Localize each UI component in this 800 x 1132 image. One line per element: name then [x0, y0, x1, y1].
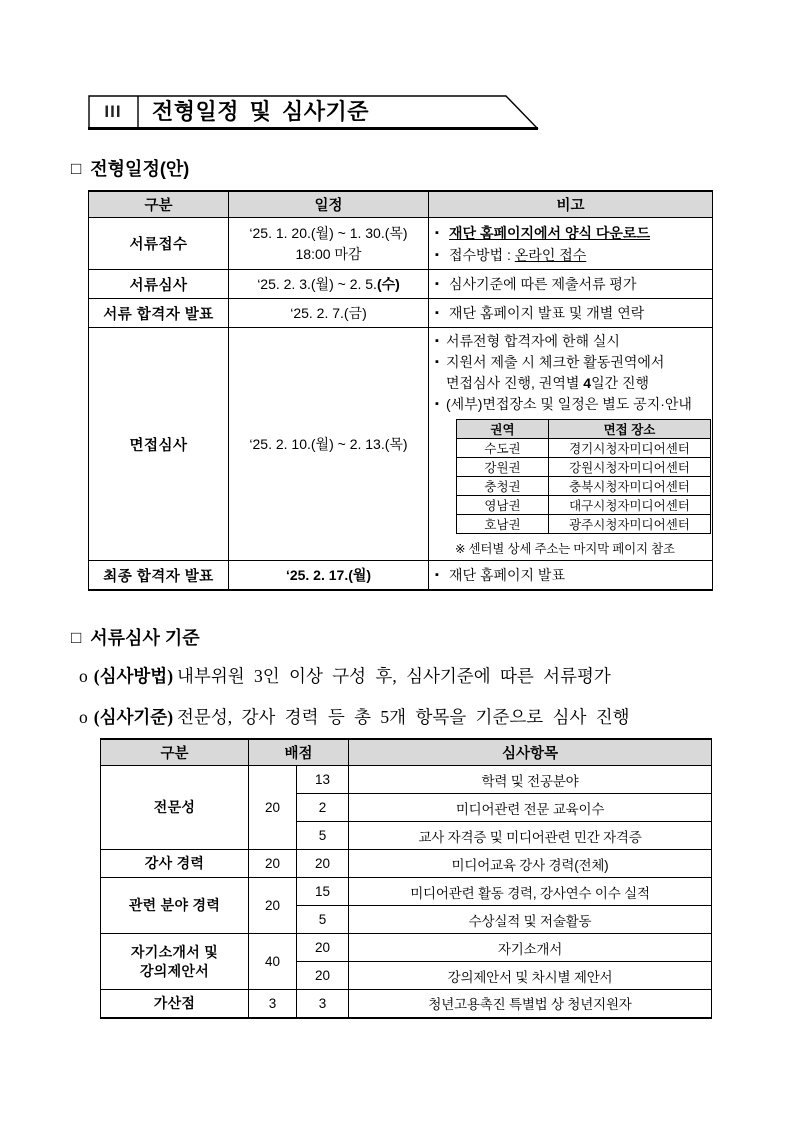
venue-table [456, 419, 711, 534]
item-score-cell: 20 [297, 850, 349, 878]
venue-row [457, 439, 711, 458]
note-item [435, 394, 706, 415]
item-score-cell: 20 [297, 962, 349, 990]
venue-row [457, 477, 711, 496]
bullet-icon: ▪ [435, 226, 439, 239]
criteria-header-row [101, 739, 712, 766]
item-desc-cell: 강의제안서 및 차시별 제안서 [349, 962, 712, 990]
venue-region: 충청권 [457, 477, 549, 496]
group-name-cell: 전문성 [101, 766, 249, 850]
table-row [89, 561, 713, 591]
group-name-line: 강의제안서 [139, 962, 210, 979]
group-name-cell: 강사 경력 [101, 850, 249, 878]
note-text: 재단 홈페이지 발표 [449, 567, 565, 583]
table-row [89, 328, 713, 561]
col-header-category: 구분 [101, 739, 249, 766]
o-bullet-icon: o [79, 666, 88, 686]
item-desc-cell: 자기소개서 [349, 934, 712, 962]
venue-place: 경기시청자미디어센터 [549, 439, 711, 458]
venue-footnote: ※ 센터별 상세 주소는 마지막 페이지 참조 [455, 542, 675, 556]
venue-place: 충북시청자미디어센터 [549, 477, 711, 496]
review-method-label: (심사방법) [93, 666, 174, 686]
note-cell [429, 299, 713, 328]
venue-col-region: 권역 [457, 420, 549, 439]
venue-region: 수도권 [457, 439, 549, 458]
note-cell [429, 270, 713, 299]
schedule-line: ‘25. 1. 20.(월) ~ 1. 30.(목) [249, 224, 408, 241]
group-total-cell: 3 [249, 990, 297, 1018]
section-banner [88, 94, 540, 132]
note-text-part: 일간 진행 [591, 375, 650, 391]
item-desc-cell: 미디어관련 전문 교육이수 [349, 794, 712, 822]
square-marker-icon: □ [71, 628, 82, 647]
note-text [446, 352, 664, 394]
review-criteria-label: (심사기준) [93, 707, 174, 727]
item-desc-cell: 청년고용촉진 특별법 상 청년지원자 [349, 990, 712, 1018]
o-bullet-icon: o [79, 707, 88, 727]
item-score-cell: 20 [297, 934, 349, 962]
schedule-cell: ‘25. 2. 10.(월) ~ 2. 13.(목) [229, 328, 429, 561]
schedule-header-row [89, 191, 713, 218]
note-text: 재단 홈페이지에서 양식 다운로드 [449, 224, 651, 241]
group-name-cell [101, 934, 249, 990]
table-row [101, 878, 712, 906]
item-desc-cell: 미디어교육 강사 경력(전체) [349, 850, 712, 878]
venue-place: 대구시청자미디어센터 [549, 496, 711, 515]
note-item [435, 302, 706, 324]
group-name-cell: 관련 분야 경력 [101, 878, 249, 934]
review-criteria-line [79, 704, 739, 729]
item-desc-cell: 수상실적 및 저술활동 [349, 906, 712, 934]
group-name-line: 자기소개서 및 [130, 943, 219, 960]
note-text-line: 지원서 제출 시 체크한 활동권역에서 [446, 354, 665, 370]
schedule-line: 18:00 마감 [295, 245, 362, 262]
table-row [101, 934, 712, 962]
note-text-underlined: 온라인 접수 [514, 246, 587, 263]
note-text: 심사기준에 따른 제출서류 평가 [449, 276, 637, 292]
note-item [435, 352, 706, 394]
item-desc-cell: 교사 자격증 및 미디어관련 민간 자격증 [349, 822, 712, 850]
banner-title: 전형일정 및 심사기준 [152, 99, 369, 124]
bullet-icon: ▪ [435, 307, 439, 319]
schedule-text: ‘25. 2. 3.(월) ~ 2. 5. [257, 275, 377, 292]
note-item [435, 564, 706, 586]
review-criteria-text: 전문성, 강사 경력 등 총 5개 항목을 기준으로 심사 진행 [177, 707, 630, 727]
venue-row [457, 458, 711, 477]
table-row [89, 270, 713, 299]
schedule-cell [229, 218, 429, 270]
bullet-icon: ▪ [435, 356, 439, 368]
review-method-line [79, 663, 739, 688]
heading-review-label: 서류심사 기준 [90, 628, 200, 648]
heading-schedule [71, 155, 189, 181]
col-header-schedule: 일정 [229, 191, 429, 218]
group-total-cell: 20 [249, 766, 297, 850]
bullet-icon: ▪ [435, 569, 439, 581]
venue-header-row [457, 420, 711, 439]
note-text-bold: 4 [583, 375, 592, 391]
note-text-prefix: 접수방법 : [449, 246, 515, 263]
note-text [449, 244, 586, 266]
bullet-icon: ▪ [435, 278, 439, 290]
item-score-cell: 13 [297, 766, 349, 794]
group-total-cell: 20 [249, 878, 297, 934]
criteria-table-container [100, 738, 712, 1019]
schedule-table-container [88, 190, 713, 591]
note-cell [429, 218, 713, 270]
category-cell: 서류심사 [89, 270, 229, 299]
bullet-icon: ▪ [435, 335, 439, 347]
note-cell [429, 328, 713, 561]
category-cell: 서류 합격자 발표 [89, 299, 229, 328]
venue-region: 강원권 [457, 458, 549, 477]
schedule-cell: ‘25. 2. 17.(월) [229, 561, 429, 591]
note-item [435, 244, 706, 266]
venue-row [457, 515, 711, 534]
venue-region: 호남권 [457, 515, 549, 534]
note-text: 재단 홈페이지 발표 및 개별 연락 [449, 305, 645, 321]
note-item [435, 331, 706, 352]
group-total-cell: 20 [249, 850, 297, 878]
col-header-note: 비고 [429, 191, 713, 218]
schedule-table [88, 190, 713, 591]
item-score-cell: 5 [297, 822, 349, 850]
table-row [101, 766, 712, 794]
item-score-cell: 2 [297, 794, 349, 822]
col-header-category: 구분 [89, 191, 229, 218]
table-row [89, 299, 713, 328]
table-row [101, 850, 712, 878]
table-row [89, 218, 713, 270]
category-cell: 서류접수 [89, 218, 229, 270]
category-cell: 최종 합격자 발표 [89, 561, 229, 591]
item-score-cell: 15 [297, 878, 349, 906]
heading-schedule-label: 전형일정(안) [90, 159, 190, 179]
item-score-cell: 5 [297, 906, 349, 934]
note-item [435, 273, 706, 295]
item-desc-cell: 미디어관련 활동 경력, 강사연수 이수 실적 [349, 878, 712, 906]
table-row [101, 990, 712, 1018]
col-header-items: 심사항목 [349, 739, 712, 766]
criteria-table [100, 738, 712, 1019]
note-text-line [446, 375, 649, 391]
venue-region: 영남권 [457, 496, 549, 515]
item-score-cell: 3 [297, 990, 349, 1018]
venue-place: 광주시청자미디어센터 [549, 515, 711, 534]
review-method-text: 내부위원 3인 이상 구성 후, 심사기준에 따른 서류평가 [177, 666, 611, 686]
schedule-cell [229, 270, 429, 299]
note-text: (세부)면접장소 및 일정은 별도 공지·안내 [446, 396, 692, 412]
group-total-cell: 40 [249, 934, 297, 990]
venue-row [457, 496, 711, 515]
banner-number: III [104, 102, 122, 121]
group-name-cell: 가산점 [101, 990, 249, 1018]
schedule-text-bold: (수) [376, 275, 400, 292]
square-marker-icon: □ [71, 159, 82, 178]
item-desc-cell: 학력 및 전공분야 [349, 766, 712, 794]
note-cell [429, 561, 713, 591]
note-text-part: 면접심사 진행, 권역별 [446, 375, 584, 391]
bullet-icon: ▪ [435, 248, 439, 261]
heading-review [71, 624, 200, 650]
col-header-points: 배점 [249, 739, 349, 766]
schedule-cell: ‘25. 2. 7.(금) [229, 299, 429, 328]
note-item [435, 222, 706, 244]
venue-place: 강원시청자미디어센터 [549, 458, 711, 477]
category-cell: 면접심사 [89, 328, 229, 561]
note-text: 서류전형 합격자에 한해 실시 [446, 333, 620, 349]
bullet-icon: ▪ [435, 398, 439, 410]
venue-col-place: 면접 장소 [549, 420, 711, 439]
